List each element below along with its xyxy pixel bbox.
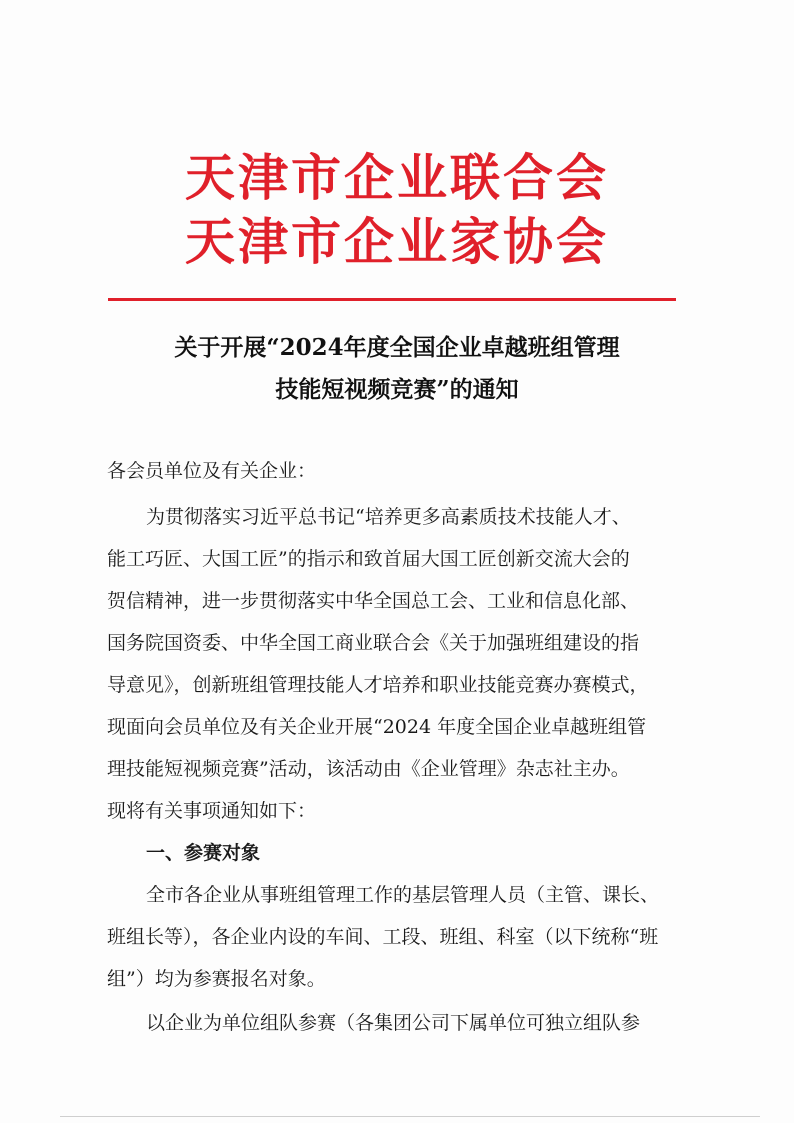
paragraph-2-line-3: 组”）均为参赛报名对象。 <box>107 968 326 990</box>
paragraph-2-line-2: 班组长等），各企业内设的车间、工段、班组、科室（以下统称“班 <box>107 926 659 948</box>
paragraph-1-line-1: 为贯彻落实习近平总书记“培养更多高素质技术技能人才、 <box>146 506 631 528</box>
red-divider-line <box>108 298 676 301</box>
paragraph-1-line-5: 导意见》，创新班组管理技能人才培养和职业技能竞赛办赛模式， <box>107 674 649 696</box>
paragraph-1-line-2: 能工巧匠、大国工匠”的指示和致首届大国工匠创新交流大会的 <box>107 548 630 570</box>
paragraph-3-line-1: 以企业为单位组队参赛（各集团公司下属单位可独立组队参 <box>146 1012 641 1034</box>
paragraph-1-line-7: 理技能短视频竞赛”活动，该活动由《企业管理》杂志社主办。 <box>107 758 630 780</box>
document-title-line-1: 关于开展“2024年度全国企业卓越班组管理 <box>174 334 620 361</box>
document-title-line-2: 技能短视频竞赛”的通知 <box>275 376 519 403</box>
paragraph-1-line-8: 现将有关事项通知如下： <box>107 800 317 822</box>
org-name-line-1: 天津市企业联合会 <box>185 148 609 207</box>
paragraph-1-line-3: 贺信精神，进一步贯彻落实中华全国总工会、工业和信息化部、 <box>107 590 640 612</box>
page-bottom-edge <box>60 1116 760 1117</box>
section-1-heading: 一、参赛对象 <box>146 842 261 864</box>
org-name-line-2: 天津市企业家协会 <box>185 212 609 271</box>
paragraph-2-line-1: 全市各企业从事班组管理工作的基层管理人员（主管、课长、 <box>146 884 660 906</box>
paragraph-1-line-6: 现面向会员单位及有关企业开展“2024 年度全国企业卓越班组管 <box>107 716 647 738</box>
paragraph-1-line-4: 国务院国资委、中华全国工商业联合会《关于加强班组建设的指 <box>107 632 640 654</box>
salutation: 各会员单位及有关企业： <box>107 460 317 482</box>
